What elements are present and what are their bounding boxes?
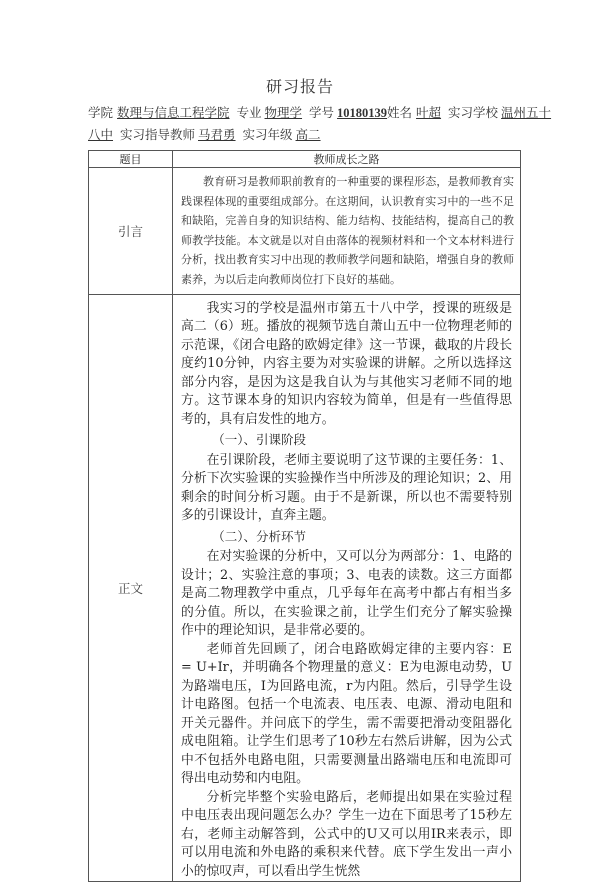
major-label: 专业 xyxy=(236,105,262,120)
section-heading-2: （二）、分析环节 xyxy=(212,528,307,544)
intro-cell xyxy=(173,168,521,295)
body-row xyxy=(89,294,521,882)
intro-label: 引言 xyxy=(89,168,173,295)
body-paragraph-5: 分析完毕整个实验电路后，老师提出如果在实验过程中电压表出现问题怎么办？学生一边在下面思考了15秒左右，老师主动解答到，公式中的U又可以用IR来表示，即可以用电流和外电路的乘积来代替。底下学生发出一声小小的惊叹声，可以看出学生恍然 xyxy=(181,789,512,879)
name-label: 姓名 xyxy=(387,105,413,120)
college-label: 学院 xyxy=(88,105,114,120)
major-value: 物理学 xyxy=(264,105,303,120)
school-label: 实习学校 xyxy=(448,105,499,120)
student-id-label: 学号 xyxy=(309,105,335,120)
grade-value: 高二 xyxy=(295,127,321,142)
intro-row xyxy=(89,168,521,295)
school-value-part1: 温州五十 xyxy=(501,105,552,120)
report-title: 研习报告 xyxy=(265,77,334,96)
body-paragraph-1: 我实习的学校是温州市第五十八中学，授课的班级是高二（6）班。播放的视频节选自萧山五中一位物理老师的示范课，《闭合电路的欧姆定律》这一节课，截取的片段长度约10分钟，内容主要为对实验课的讲解。之所以选择这部分内容，是因为这是我自认为与其他实习老师不同的地方。这节课本身的知识内容较为简单，但是有一些值得思考的，具有启发性的地方。 xyxy=(181,300,512,427)
report-table xyxy=(88,150,521,882)
student-id-value: 10180139 xyxy=(337,106,388,120)
section-heading-1: （一）、引课阶段 xyxy=(212,432,307,448)
col1-header: 题目 xyxy=(89,151,173,168)
table-header-row xyxy=(89,151,521,168)
body-paragraph-2: 在引课阶段，老师主要说明了这节课的主要任务：1、分析下次实验课的实验操作当中所涉及的理论知识；2、用剩余的时间分析习题。由于不是新课，所以也不需要特别多的引课设计，直奔主题。 xyxy=(181,452,512,524)
body-paragraph-3: 在对实验课的分析中，又可以分为两部分：1、电路的设计；2、实验注意的事项；3、电表的读数。这三方面都是高二物理教学中重点，几乎每年在高考中都占有相当多的分值。所以，在实验课之前，让学生们充分了解实验操作中的理论知识，是非常必要的。 xyxy=(181,549,512,639)
advisor-label: 实习指导教师 xyxy=(120,127,196,142)
intro-text: 教育研习是教师职前教育的一种重要的课程形态，是教师教育实践课程体现的重要组成部分。在这期间，认识教育实习中的一些不足和缺陷，完善自身的知识结构、能力结构、技能结构，提高自己的教师教学技能。本文就是以对自由落体的视频材料和一个文本材料进行分析，找出教育实习中出现的教师教学问题和缺陷，增强自身的教师素养，为以后走向教师岗位打下良好的基础。 xyxy=(181,175,514,286)
col2-header: 教师成长之路 xyxy=(173,151,521,168)
meta-line-2 xyxy=(88,126,518,144)
college-value: 数理与信息工程学院 xyxy=(117,105,230,120)
body-paragraph-4: 老师首先回顾了，闭合电路欧姆定律的主要内容：E = U+Ir，并明确各个物理量的意义：E为电源电动势，U为路端电压，I为回路电流，r为内阻。然后，引导学生设计电路图。包括一个电流表、电压表、电源、滑动电阻和开关元器件。并问底下的学生，需不需要把滑动变阻器化成电阻箱。让学生们思考了10秒左右然后讲解，因为公式中不包括外电路电阻，只需要测量出路端电压和电流即可得出电动势和内电阻。 xyxy=(181,641,512,787)
grade-label: 实习年级 xyxy=(242,127,293,142)
school-value-part2: 八中 xyxy=(88,127,114,142)
advisor-value: 马君勇 xyxy=(198,127,236,142)
name-value: 叶超 xyxy=(416,105,442,120)
body-label: 正文 xyxy=(89,294,173,882)
body-cell xyxy=(173,294,521,882)
meta-line-1 xyxy=(88,104,552,122)
